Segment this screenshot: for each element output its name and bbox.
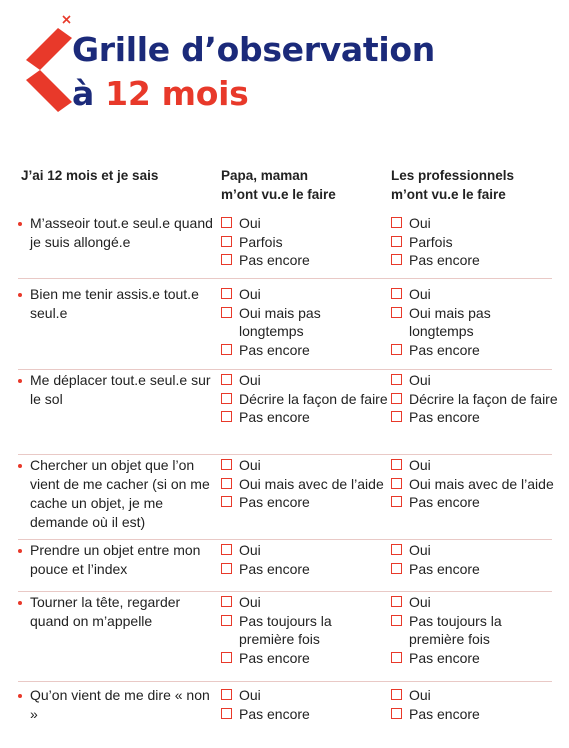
checkbox-label: Pas toujours la première fois (239, 612, 332, 647)
title-highlight: 12 mois (105, 74, 249, 113)
checkbox-label: Pas encore (239, 409, 310, 425)
grid-row (18, 593, 552, 682)
checkbox-option[interactable] (391, 371, 559, 390)
checkbox-label: Pas encore (239, 341, 310, 358)
checkbox-icon[interactable] (221, 596, 232, 607)
checkbox-option[interactable] (391, 456, 559, 475)
checkbox-icon[interactable] (391, 393, 402, 404)
checkbox-icon[interactable] (391, 254, 402, 265)
header-criteria: J’ai 12 mois et je sais (21, 168, 159, 183)
criterion-text: Me déplacer tout.e seul.e sur le sol (18, 371, 214, 409)
checkbox-label: Pas encore (239, 494, 310, 510)
checkbox-label: Pas encore (409, 341, 480, 358)
checkbox-label: Oui (409, 542, 431, 558)
checkbox-option[interactable] (221, 649, 389, 668)
checkbox-icon[interactable] (221, 563, 232, 574)
checkbox-option[interactable] (391, 214, 559, 233)
checkbox-option[interactable] (391, 612, 559, 649)
checkbox-icon[interactable] (221, 689, 232, 700)
checkbox-label: Pas encore (239, 560, 310, 577)
checkbox-label: Oui (409, 457, 431, 473)
grid-row (18, 214, 552, 279)
checkbox-icon[interactable] (221, 652, 232, 663)
parents-options (221, 541, 389, 578)
checkbox-option[interactable] (221, 475, 389, 494)
header-parents-line-1: Papa, maman (221, 168, 309, 183)
checkbox-label: Oui (409, 215, 431, 231)
checkbox-label: Oui (239, 457, 261, 473)
checkbox-label: Oui mais pas longtemps (239, 304, 321, 339)
checkbox-label: Parfois (409, 233, 453, 250)
parents-options (221, 593, 389, 667)
checkbox-label: Oui (239, 542, 261, 558)
checkbox-icon[interactable] (221, 496, 232, 507)
checkbox-option[interactable] (221, 456, 389, 475)
checkbox-label: Pas encore (409, 409, 480, 425)
checkbox-icon[interactable] (391, 615, 402, 626)
checkbox-icon[interactable] (391, 478, 402, 489)
header-professionals-line-1: Les professionnels (391, 168, 515, 183)
column-headers (0, 166, 569, 206)
checkbox-label: Décrire la façon de faire (409, 390, 558, 407)
checkbox-option[interactable] (391, 285, 559, 304)
professionals-options (391, 285, 559, 359)
checkbox-label: Parfois (239, 233, 283, 250)
checkbox-option[interactable] (221, 493, 389, 512)
checkbox-option[interactable] (221, 304, 389, 341)
checkbox-label: Oui (239, 215, 261, 231)
parents-options (221, 456, 389, 512)
criterion-text: Prendre un objet entre mon pouce et l’index (18, 541, 214, 579)
criterion-text: M’asseoir tout.e seul.e quand je suis allongé.e (18, 214, 214, 252)
checkbox-icon[interactable] (391, 596, 402, 607)
professionals-options (391, 214, 559, 270)
checkbox-icon[interactable] (221, 374, 232, 385)
checkbox-option[interactable] (221, 233, 389, 252)
checkbox-label: Oui mais avec de l’aide (409, 475, 554, 492)
checkbox-option[interactable] (221, 686, 389, 705)
chevron-logo-icon (18, 14, 78, 132)
checkbox-label: Pas encore (239, 252, 310, 268)
grid-row (18, 371, 558, 455)
checkbox-option[interactable] (391, 705, 559, 724)
criterion-text: Tourner la tête, regarder quand on m’appelle (18, 593, 214, 631)
checkbox-option[interactable] (221, 341, 389, 360)
title-prefix: à (72, 74, 106, 113)
checkbox-icon[interactable] (391, 236, 402, 247)
checkbox-option[interactable] (391, 341, 559, 360)
checkbox-option[interactable] (391, 493, 559, 512)
checkbox-icon[interactable] (221, 254, 232, 265)
checkbox-option[interactable] (391, 686, 559, 705)
checkbox-option[interactable] (391, 560, 559, 579)
checkbox-option[interactable] (221, 371, 389, 390)
parents-options (221, 686, 389, 723)
checkbox-option[interactable] (221, 214, 389, 233)
criterion-text: Bien me tenir assis.e tout.e seul.e (18, 285, 214, 323)
checkbox-icon[interactable] (221, 478, 232, 489)
checkbox-icon[interactable] (221, 708, 232, 719)
checkbox-label: Oui (409, 594, 431, 610)
checkbox-icon[interactable] (221, 236, 232, 247)
grid-row (18, 285, 552, 370)
professionals-options (391, 371, 559, 427)
checkbox-label: Oui (239, 594, 261, 610)
professionals-options (391, 593, 559, 667)
header-professionals-line-2: m’ont vu.e le faire (391, 187, 506, 202)
checkbox-label: Oui (239, 687, 261, 703)
grid-row (18, 456, 552, 540)
checkbox-label: Pas encore (409, 705, 480, 722)
checkbox-option[interactable] (221, 285, 389, 304)
header-parents (221, 166, 336, 204)
checkbox-option[interactable] (221, 251, 389, 270)
grid-row (18, 686, 552, 736)
checkbox-icon[interactable] (221, 288, 232, 299)
checkbox-option[interactable] (391, 390, 559, 409)
professionals-options (391, 686, 559, 723)
checkbox-icon[interactable] (391, 288, 402, 299)
checkbox-option[interactable] (391, 251, 559, 270)
checkbox-option[interactable] (391, 408, 559, 427)
checkbox-label: Oui mais avec de l’aide (239, 475, 384, 492)
checkbox-option[interactable] (221, 408, 389, 427)
checkbox-option[interactable] (391, 233, 559, 252)
checkbox-label: Oui (409, 687, 431, 703)
checkbox-icon[interactable] (221, 307, 232, 318)
checkbox-option[interactable] (391, 649, 559, 668)
checkbox-icon[interactable] (391, 344, 402, 355)
checkbox-icon[interactable] (221, 217, 232, 228)
grid-row (18, 541, 552, 592)
checkbox-icon[interactable] (391, 496, 402, 507)
professionals-options (391, 541, 559, 578)
checkbox-icon[interactable] (221, 411, 232, 422)
title-line-1: Grille d’observation (72, 30, 435, 69)
page-title (72, 28, 435, 116)
checkbox-label: Pas encore (409, 252, 480, 268)
checkbox-option[interactable] (221, 593, 389, 612)
checkbox-icon[interactable] (391, 459, 402, 470)
checkbox-option[interactable] (221, 560, 389, 579)
header-professionals (391, 166, 514, 204)
checkbox-label: Oui (409, 372, 431, 388)
checkbox-option[interactable] (221, 705, 389, 724)
parents-options (221, 214, 389, 270)
checkbox-option[interactable] (221, 541, 389, 560)
checkbox-icon[interactable] (391, 374, 402, 385)
checkbox-option[interactable] (221, 390, 389, 409)
checkbox-icon[interactable] (221, 393, 232, 404)
checkbox-label: Pas encore (409, 649, 480, 666)
checkbox-option[interactable] (391, 593, 559, 612)
criterion-text: Qu’on vient de me dire « non » (18, 686, 214, 724)
checkbox-icon[interactable] (221, 544, 232, 555)
checkbox-icon[interactable] (391, 544, 402, 555)
checkbox-label: Pas encore (239, 649, 310, 666)
checkbox-icon[interactable] (391, 708, 402, 719)
checkbox-icon[interactable] (391, 217, 402, 228)
checkbox-icon[interactable] (391, 307, 402, 318)
checkbox-icon[interactable] (221, 344, 232, 355)
checkbox-label: Oui mais pas longtemps (409, 304, 491, 339)
checkbox-label: Pas toujours la première fois (409, 612, 502, 647)
checkbox-label: Pas encore (409, 560, 480, 577)
checkbox-label: Décrire la façon de faire (239, 390, 388, 407)
checkbox-icon[interactable] (221, 459, 232, 470)
checkbox-icon[interactable] (391, 411, 402, 422)
checkbox-option[interactable] (391, 475, 559, 494)
parents-options (221, 285, 389, 359)
checkbox-label: Oui (239, 286, 261, 302)
checkbox-label: Oui (239, 372, 261, 388)
checkbox-option[interactable] (391, 304, 559, 341)
checkbox-icon[interactable] (391, 563, 402, 574)
professionals-options (391, 456, 559, 512)
checkbox-label: Pas encore (409, 494, 480, 510)
criterion-text: Chercher un objet que l’on vient de me cacher (si on me cache un objet, je me demande où il est) (18, 456, 214, 532)
checkbox-label: Oui (409, 286, 431, 302)
checkbox-option[interactable] (391, 541, 559, 560)
checkbox-label: Pas encore (239, 705, 310, 722)
parents-options (221, 371, 389, 427)
title-line-2 (72, 72, 435, 116)
header-parents-line-2: m’ont vu.e le faire (221, 187, 336, 202)
checkbox-option[interactable] (221, 612, 389, 649)
checkbox-icon[interactable] (391, 689, 402, 700)
checkbox-icon[interactable] (221, 615, 232, 626)
checkbox-icon[interactable] (391, 652, 402, 663)
